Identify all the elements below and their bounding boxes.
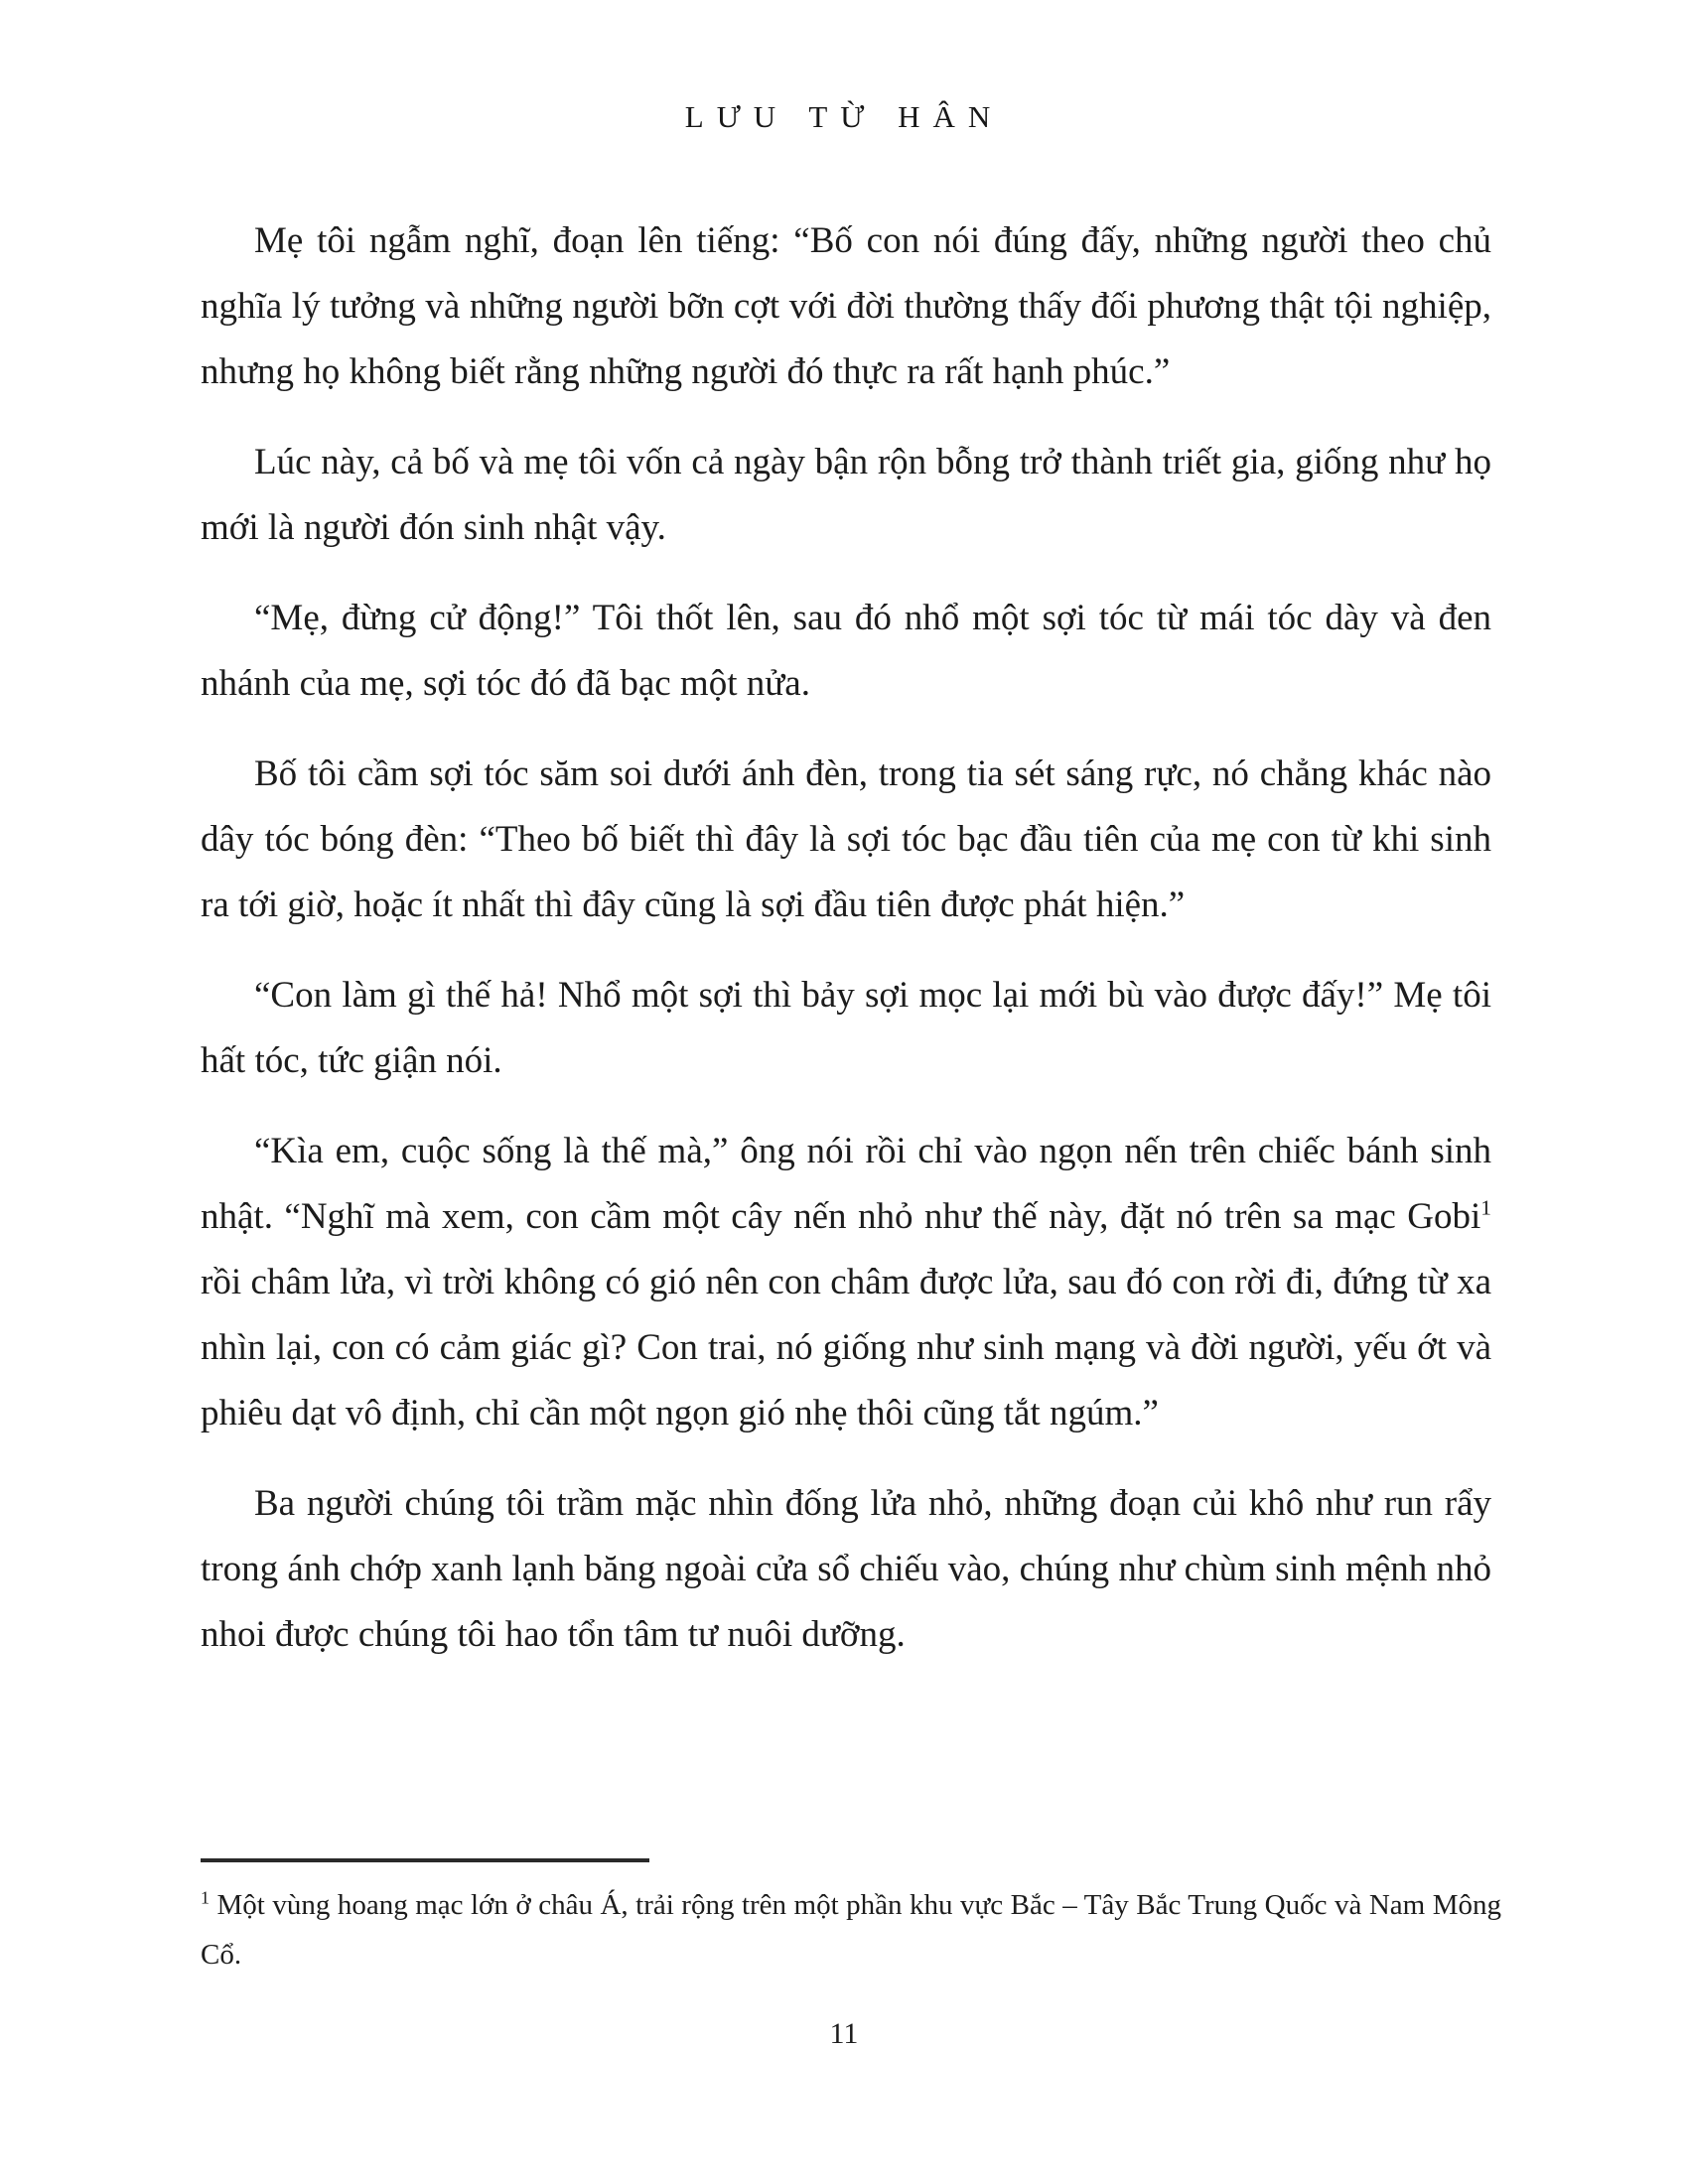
page-number: 11 [829,2017,859,2050]
footnote-reference-1: 1 [1480,1195,1491,1220]
paragraph-6-text-before-ref: “Kìa em, cuộc sống là thế mà,” ông nói rồi chỉ vào ngọn nến trên chiếc bánh sinh nhật. “Nghĩ mà xem, con cầm một cây nến nhỏ như thế này, đặt nó trên sa mạc Gobi [201,1131,1491,1237]
paragraph-7 [201,1471,1491,1668]
footnote-body: Một vùng hoang mạc lớn ở châu Á, trải rộng trên một phần khu vực Bắc – Tây Bắc Trung Quốc và Nam Mông Cổ. [201,1889,1501,1971]
paragraph-3-text: “Mẹ, đừng cử động!” Tôi thốt lên, sau đó nhổ một sợi tóc từ mái tóc dày và đen nhánh của mẹ, sợi tóc đó đã bạc một nửa. [201,598,1491,704]
paragraph-1 [201,208,1491,405]
paragraph-5 [201,963,1491,1094]
footnote-text [201,1880,1501,1979]
paragraph-5-text: “Con làm gì thế hả! Nhổ một sợi thì bảy sợi mọc lại mới bù vào được đấy!” Mẹ tôi hất tóc, tức giận nói. [201,975,1491,1081]
paragraph-4 [201,742,1491,938]
paragraph-6 [201,1119,1491,1446]
running-header-author: LƯU TỪ HÂN [684,99,1004,134]
body-text [201,208,1491,1668]
paragraph-1-text: Mẹ tôi ngẫm nghĩ, đoạn lên tiếng: “Bố con nói đúng đấy, những người theo chủ nghĩa lý tưởng và những người bỡn cợt với đời thường thấy đối phương thật tội nghiệp, nhưng họ không biết rằng những người đó thực ra rất hạnh phúc.” [201,220,1491,392]
paragraph-7-text: Ba người chúng tôi trầm mặc nhìn đống lửa nhỏ, những đoạn củi khô như run rẩy trong ánh chớp xanh lạnh băng ngoài cửa sổ chiếu vào, chúng như chùm sinh mệnh nhỏ nhoi được chúng tôi hao tổn tâm tư nuôi dưỡng. [201,1483,1491,1655]
paragraph-4-text: Bố tôi cầm sợi tóc săm soi dưới ánh đèn, trong tia sét sáng rực, nó chẳng khác nào dây tóc bóng đèn: “Theo bố biết thì đây là sợi tóc bạc đầu tiên của mẹ con từ khi sinh ra tới giờ, hoặc ít nhất thì đây cũng là sợi đầu tiên được phát hiện.” [201,753,1491,925]
paragraph-2 [201,430,1491,561]
paragraph-2-text: Lúc này, cả bố và mẹ tôi vốn cả ngày bận rộn bỗng trở thành triết gia, giống như họ mới là người đón sinh nhật vậy. [201,442,1491,548]
paragraph-6-text-after-ref: rồi châm lửa, vì trời không có gió nên con châm được lửa, sau đó con rời đi, đứng từ xa nhìn lại, con có cảm giác gì? Con trai, nó giống như sinh mạng và đời người, yếu ớt và phiêu dạt vô định, chỉ cần một ngọn gió nhẹ thôi cũng tắt ngúm.” [201,1262,1491,1433]
footnote-block [201,1858,1501,1979]
footnote-separator-rule [201,1858,649,1862]
paragraph-3 [201,586,1491,717]
footnote-marker-1: 1 [201,1887,210,1908]
